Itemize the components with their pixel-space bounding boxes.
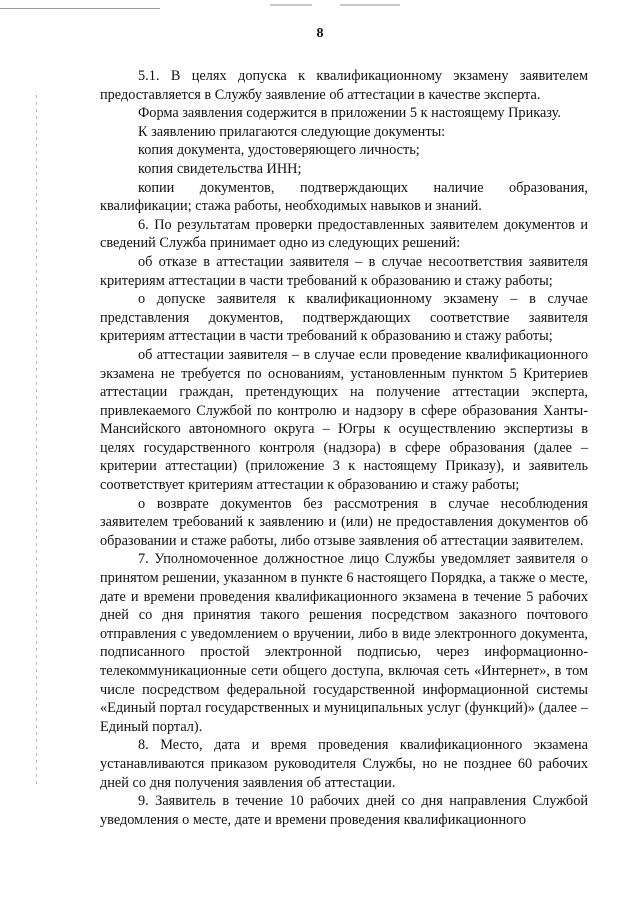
scan-edge-line	[0, 8, 160, 9]
paragraph-7: 7. Уполномоченное должностное лицо Службы уведомляет заявителя о принятом решении, указанном в пункте 6 настоящего Порядка, а также о месте, дате и времени проведения квалификационного экзамена в течение 5 рабочих дней со дня принятия такого решения посредством заказного почтового отправления с уведомлением о вручении, либо в виде электронного документа, подписанного простой электронной подписью, через информационно-телекоммуникационные сети общего доступа, включая сеть «Интернет», в том числе посредством федеральной государственной информационной системы «Единый портал государственных и муниципальных услуг (функций)» (далее – Единый портал).	[100, 551, 588, 735]
decision-admission: о допуске заявителя к квалификационному экзамену – в случае представления документов, подтверждающих соответствие заявителя критериям аттестации в части требований к образованию и стажу работы;	[100, 291, 588, 345]
page-number: 8	[316, 26, 324, 41]
decision-return: о возврате документов без рассмотрения в случае несоблюдения заявителем требований к заявлению и (или) не предоставления документов об образовании и стаже работы, либо отзыве заявления об аттестации заявителем.	[100, 495, 588, 549]
scan-artifact	[270, 4, 312, 6]
paragraph-9: 9. Заявитель в течение 10 рабочих дней со дня направления Службой уведомления о месте, дате и времени проведения квалификационного	[100, 793, 588, 828]
paragraph-form: Форма заявления содержится в приложении 5 к настоящему Приказу.	[138, 105, 561, 122]
list-item-education: копии документов, подтверждающих наличие образования, квалификации; стажа работы, необходимых навыков и знаний.	[100, 179, 588, 215]
paragraph-8: 8. Место, дата и время проведения квалификационного экзамена устанавливаются приказом руководителя Службы, но не позднее 60 рабочих дней со дня получения заявления об аттестации.	[100, 737, 588, 791]
decision-attestation: об аттестации заявителя – в случае если проведение квалификационного экзамена не требуется по основаниям, установленным пунктом 5 Критериев аттестации граждан, претендующих на получение аттестации эксперта, привлекаемого Службой по контролю и надзору в сфере образования Ханты-Мансийского автономного округа – Югры к осуществлению экспертизы в целях государственного контроля (надзора) в сфере образования (далее – критерии аттестации) (приложение 3 к настоящему Приказу), и заявитель соответствует критериям аттестации к образованию и стажу работы;	[100, 346, 588, 494]
margin-marks	[36, 95, 37, 785]
document-body	[100, 67, 588, 829]
list-item-inn: копия свидетельства ИНН;	[138, 160, 302, 177]
paragraph-documents-intro: К заявлению прилагаются следующие документы:	[138, 123, 446, 140]
paragraph-6: 6. По результатам проверки предоставленных заявителем документов и сведений Служба принимает одно из следующих решений:	[100, 216, 588, 252]
list-item-identity: копия документа, удостоверяющего личность;	[138, 142, 420, 159]
scan-artifact	[340, 4, 400, 6]
paragraph-5-1: 5.1. В целях допуска к квалификационному экзамену заявителем предоставляется в Службу заявление об аттестации в качестве эксперта.	[100, 68, 588, 103]
decision-refusal: об отказе в аттестации заявителя – в случае несоответствия заявителя критериям аттестации в части требований к образованию и стажу работы;	[100, 253, 588, 289]
